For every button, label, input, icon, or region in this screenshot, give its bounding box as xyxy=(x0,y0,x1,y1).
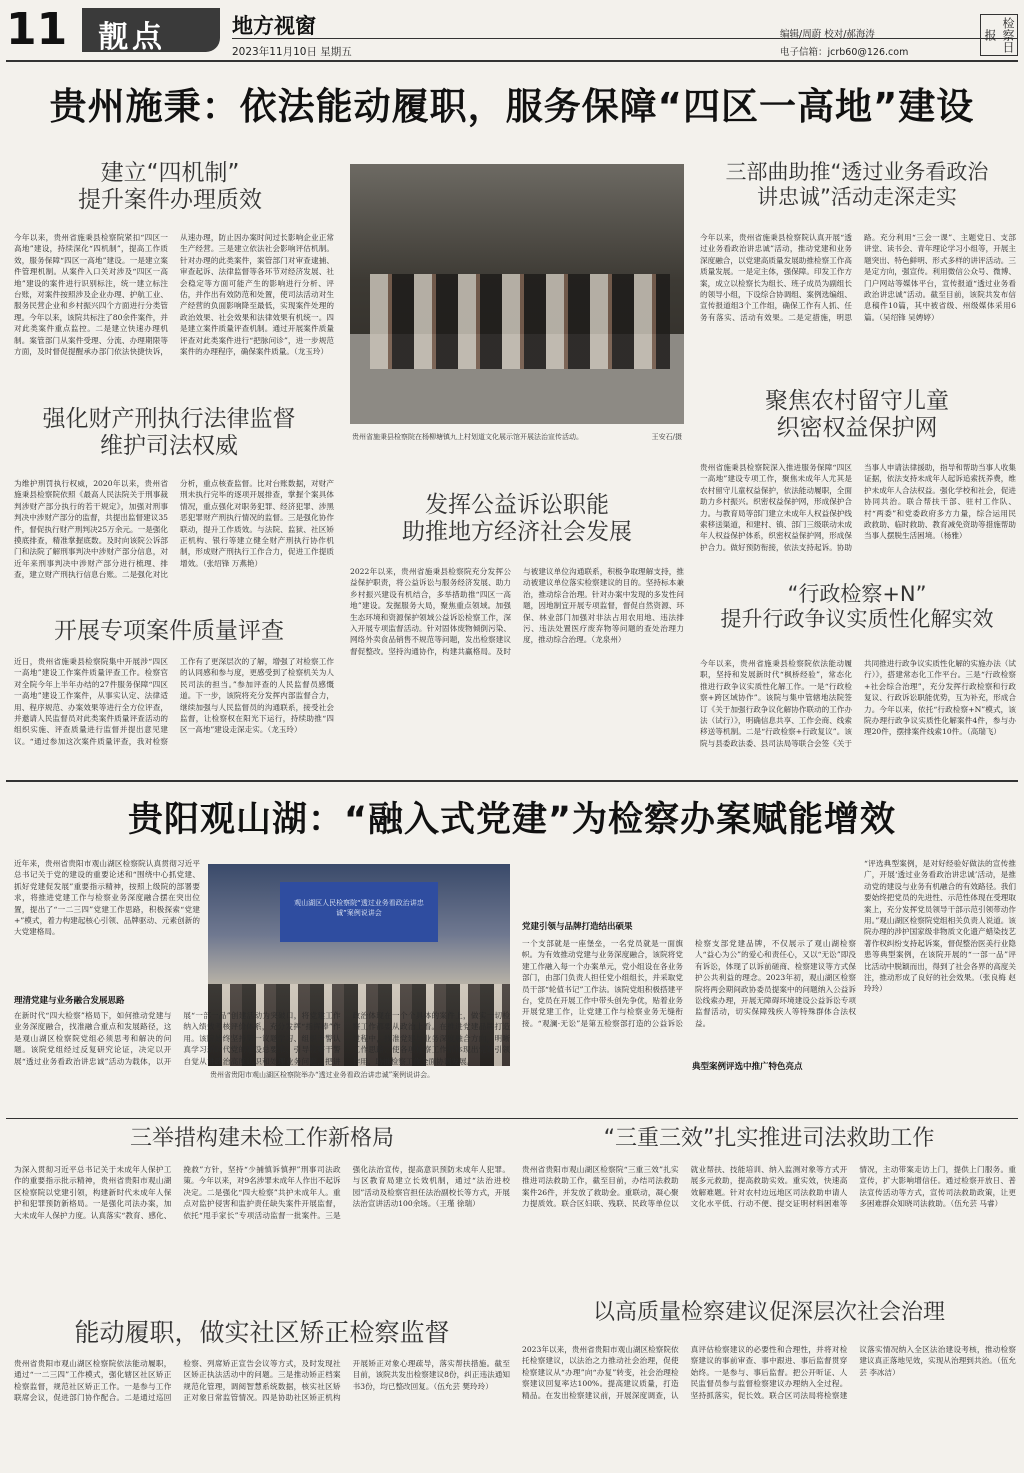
editors-line: 编辑/周蔚 校对/郝海涛 xyxy=(780,29,875,40)
article2-section2-title: 党建引领与品牌打造结出硕果 xyxy=(522,922,633,932)
article2-sub-b: “三重三效”扎实推进司法救助工作 xyxy=(603,1126,935,1151)
article1-photo-caption: 贵州省施秉县检察院在杨柳塘镇九上村划道文化展示馆开展法治宣传活动。 王安石/摄 xyxy=(352,433,682,441)
photo-screen xyxy=(280,882,438,942)
article1-sub4: 发挥公益诉讼职能 助推地方经济社会发展 xyxy=(402,492,632,546)
article2-section3-text: “评选典型案例，是对好经验好做法的宣传推广，开展‘透过业务看政治讲忠诚’活动，是推动党的建设与业务有机融合的有效路径。我们要始终把党员的先进性、示范性体现在受理取案上，充分发挥党员领导干部示范引领带动作用。”观山湖区检察院党组相关负责人说道。该院办理的涉护国家级非物质文化遗产蜡染技艺著作权纠纷支持起诉案，督促整治医美行业隐患等典型案例，在该院开展的“一部一品”评比活动中脱颖而出，得到了社会各界的高度关注，推动形成了良好的社会效果。（张良梅 赵玲玲） xyxy=(864,859,1016,994)
article1-headline: 贵州施秉：依法能动履职，服务保障“四区一高地”建设 xyxy=(49,85,975,128)
article1-sub3: 开展专项案件质量评查 xyxy=(54,618,284,644)
masthead xyxy=(0,0,1024,64)
article1-sub6-text: 贵州省施秉县检察院深入推进服务保障“四区一高地”建设专项工作，聚焦未成年人尤其是农村留守儿童权益保护，依法能动履职，全面助力乡村振兴。织密权益保护网，形成保护合力。与教育局等部门建立未成年人权益保护线索移送渠道，和建村、镇、部门三级联动未成年人权益保护体系，织密权益保护网，形成保护合力。做好预防衔接，依法支持起诉。协助当事人申请法律援助，指导和帮助当事人收集证据，依法支持未成年人起诉追索抚养费，维护未成年人合法权益。强化学校和社会，促进协同共治。联合帮扶干部、驻村工作队、村“两委”和党委政府多方力量，综合运用民政救助、临时救助、教育减免资助等措施帮助当事人摆脱生活困境。（杨雅） xyxy=(700,463,1016,552)
article2-section1-text: 在新时代“四大检察”格局下，如何推动党建与业务深度融合，找准融合重点和发展路径，这是观山湖区检察院党组必须思考和解决的问题。该院党组经过反复研究论证，决定以开展“透过业务看政治讲忠诚”活动为载体，以开展“一部一品”创建活动为突破口，将党建工作纳入绩效考核评价体系，充分发挥“指挥棒”作用。该院始终坚持第一议题学习、组织干警认真学习新时代党的建设总要求，引导检察干警自觉从讲政治高度认识和处理业务问题，把讲政治体现在一个个具体的案件上，做实一切检察工作都要从政治上看。在推进党建品牌打造过程中，找准党建与业务深度融合方向，明晰工作思路，使各项检察工作都体现出党建引领作用，助推检察工作全面协调发展。 xyxy=(14,1011,510,1066)
article1-sub4-text: 2022年以来，贵州省施秉县检察院充分发挥公益保护职责，将公益诉讼与服务经济发展、助力乡村振兴建设有机结合，多举措助推“四区一高地”建设。发掘服务大局，聚焦重点领域。加强生态环境和资源保护领域公益诉讼检察工作，深入开展专项监督活动。针对固体废物倾倒污染、网络外卖食品销售不规范等问题，发出检察建议督促整改。坚持沟通协作，构建共赢格局。及时与被建议单位沟通联系，积极争取理解支持，推动被建议单位落实检察建议的目的。坚持标本兼治，推动综合治理。针对办案中发现的多发性问题，因地制宜开展专项监督，督促自然资源、环保、林业部门加强对非法占用农用地、违法排污、违法处置医疗废弃物等问题的查处治理力度，推动综合治理。（龙泉州） xyxy=(350,567,684,656)
article2-sub-d: 以高质量检察建议促深层次社会治理 xyxy=(592,1300,945,1325)
article1-photo xyxy=(350,164,684,424)
article2-sub-c: 能动履职，做实社区矫正检察监督 xyxy=(74,1318,450,1347)
page-number: 11 xyxy=(6,4,68,55)
article1-sub5: 三部曲助推“透过业务看政治 讲忠诚”活动走深走实 xyxy=(725,160,989,209)
article2-sub-d-text: 2023年以来，贵州省贵阳市观山湖区检察院依托检察建议，以法治之力推动社会治理，促使检察建议从“办理”向“办复”转变，社会治理检察建议回复率达100%。提高建议质量，打造精品。在发出检察建议前，开展深度调查，认真评估检察建议的必要性和合理性，并将对检察建议的事前审查、事中跟进、事后监督贯穿始终。一是参与、事后监督。把公开听证、人民监督员参与监督检察建议办理纳入全过程。坚持抓落实，促长效。联合区司法局将检察建议落实情况纳入全区法治建设考核，推动检察建议真正落地见效，实现从治理到共治。（伍允芸 李冰洁） xyxy=(522,1345,1016,1400)
article2-sub-b-text: 贵州省贵阳市观山湖区检察院“三重三效”扎实推进司法救助工作，截至目前，办结司法救助案件26件，并发放了救助金。重联动，凝心聚力提质效。联合区妇联、残联、民政等单位以就业帮扶、技能培训、纳入监测对象等方式开展多元救助，提高救助实效。重实效，快速高效解难题。针对农村边远地区司法救助申请人文化水平低、行动不便、提交证明材料困难等情况，主动带案走访上门，提供上门服务。重宣传，扩大影响增信任。通过检察开放日、普法宣传活动等方式，宣传司法救助政策，让更多困难群众知晓司法救助。（伍允芸 马睿） xyxy=(522,1165,1016,1209)
article1-sub7-text: 今年以来，贵州省施秉县检察院依法能动履职，坚持和发展新时代“枫桥经验”，常态化推进行政争议实质性化解工作。一是“行政检察+跨区域协作”。该院与集中管辖地法院签订《关于加强行政争议化解协作联动的工作办法（试行）》，明确信息共享、工作会商、线索移送等机制。二是“行政检察+行政复议”。该院与县委政法委、县司法局等联合会签《关于共同推进行政争议实质性化解的实施办法（试行）》，搭建常态化工作平台。三是“行政检察+社会综合治理”，充分发挥行政检察和行政复议、行政诉讼职能优势，互为补充，形成合力。今年以来，依托“行政检察+N”模式，该院办理行政争议实质性化解案件4件，参与办理20件，摆排案件线索10件。（高瑞飞） xyxy=(700,659,1016,748)
article1-sub2-text: 为维护刑罚执行权威，2020年以来，贵州省施秉县检察院依照《最高人民法院关于刑事裁判涉财产部分执行的若干规定》，加强对刑事判决中涉财产部分的监督，共提出监督建议35件，督促执行财产刑判决25万余元。一是强化摸底排查，精准掌握底数。及时向该院公诉部门和法院了解刑事判决中涉财产部分信息，对近年来刑事判决中涉财产部分进行梳理、排查，建立财产刑执行信息台账。二是强化对比分析，重点核查监督。比对台账数据，对财产刑未执行完毕的逐项开展排查，掌握个案具体情况，重点强化对职务犯罪、经济犯罪、涉黑恶犯罪财产刑执行情况的监督。三是强化协作联动，提升工作质效。与法院、监狱、社区矫正机构、银行等建立健全财产刑执行协作机制，形成财产刑执行工作合力，促进工作提质增效。（张绍锋 万燕艳） xyxy=(14,479,334,580)
article2-section3-title: 典型案例评选中推广特色亮点 xyxy=(692,1062,803,1072)
logo-text: 检察日报 xyxy=(983,17,1015,53)
article2-sub-a-text: 为深入贯彻习近平总书记关于未成年人保护工作的重要指示批示精神，贵州省贵阳市观山湖区检察院以党建引领，构建新时代未成年人保护和犯罪预防新格局。一是强化司法办案，加大未成年人保护力度。认真落实“教育、感化、挽救”方针，坚持“少捕慎诉慎押”刑事司法政策。今年以来，对9名涉罪未成年人作出不起诉决定。二是强化“四大检察”共护未成年人。重点对监护侵害和监护责任缺失案件开展监督，依托“甩手家长”专项活动监督一批案件。三是强化法治宣传，提高意识预防未成年人犯罪。与区教育局建立长效机制，通过“法治进校园”活动及检察官担任法治副校长等方式，开展法治宣讲活动100余场。（王瑾 徐瑞） xyxy=(14,1165,510,1220)
article2-section1-title: 理清党建与业务融合发展思路 xyxy=(14,996,125,1006)
article1-sub2: 强化财产刑执行法律监督 维护司法权威 xyxy=(42,406,296,460)
article2-intro: 近年来，贵州省贵阳市观山湖区检察院认真贯彻习近平总书记关于党的建设的重要论述和“围绕中心抓党建、抓好党建促发展”重要指示精神，按照上级院的部署要求，将推进党建工作与检察业务深度融合摆在突出位置，提出了“一二三四”党建工作思路，积极探索“党建+”模式，着力构建起核心引领、品牌驱动、元素创新的大党建格局。 xyxy=(14,859,200,937)
section-label: 靓点 xyxy=(98,20,166,55)
article2-divider xyxy=(6,1118,1018,1119)
article1-sub6: 聚焦农村留守儿童 织密权益保护网 xyxy=(765,388,949,442)
article2-headline: 贵阳观山湖：“融入式党建”为检察办案赋能增效 xyxy=(127,800,896,840)
article2-photo-caption: 贵州省贵阳市观山湖区检察院举办“透过业务看政治讲忠诚”案例说讲会。 xyxy=(210,1071,435,1079)
article1-sub5-text: 今年以来，贵州省施秉县检察院认真开展“透过业务看政治讲忠诚”活动，推动党建和业务深度融合，以党建高质量发展助推检察工作高质量发展。一是定主体，强保障。印发工作方案，成立以检察长为组长、班子成员为副组长的领导小组，下设综合协调组、案例选编组、宣传报道组3个工作组，确保工作有人抓、任务有落实、活动有效果。二是定措施，明思路。充分利用“三会一课”、主题党日、支部讲堂、读书会、青年理论学习小组等，开展主题突出、特色鲜明、形式多样的讲评活动。三是定方向，强宣传。利用微信公众号、微博、门户网站等媒体平台，宣传报道“透过业务看政治讲忠诚”活动。截至目前，该院共发布信息稿件10篇，其中被省级、州级媒体采用6篇。（吴绍锋 吴娉婷） xyxy=(700,233,1016,322)
top-rule xyxy=(6,60,1018,62)
article1-sub7: “行政检察+N” 提升行政争议实质性化解实效 xyxy=(720,582,994,631)
article1-sub1-text: 今年以来，贵州省施秉县检察院紧扣“四区一高地”建设，持续深化“四机制”，提高工作质效，服务保障“四区一高地”建设。一是建立案件管理机制。从案件入口关对涉及“四区一高地”建设的案件进行识别标注，统一建立标注台账，对案件按照涉及企业办理、护航工业、服务民营企业和乡村振兴四个方面进行分类管理。今年以来，该院共标注了80余件案件，并对此类案件重点监控。二是建立快速办理机制。案管部门从案件受理、分流、办理期限等方面，及时督促提醒承办部门依法快捷快诉，从速办理，防止因办案时间过长影响企业正常生产经营。三是建立依法社会影响评估机制。针对办理的此类案件，案管部门对审查逮捕、审查起诉、法律监督等各环节对经济发展、社会稳定等方面可能产生的影响进行分析、评估，并作出有效防范和处置，使司法活动对生产经营的负面影响降至最低，实现案件处理的政治效果、社会效果和法律效果有机统一。四是建立案件质量评查机制。通过开展案件质量评查对此类案件进行“把脉问诊”，进一步规范案件的办理程序，确保案件质量。（龙玉玲） xyxy=(14,233,334,357)
article2-section2-text: 一个支部就是一座堡垒，一名党员就是一面旗帜。为有效推动党建与业务深度融合，该院将党建工作融入每一个办案单元，党小组设在各业务部门，由部门负责人担任党小组组长，并采取党员干部“轮值书记”工作法。该院党组积极搭建平台，党员在开展工作中带头创先争优，贴着业务开展党建工作，让党建工作与检察业务无缝衔接。“观澜·无讼”是第五检察部打造的公益诉讼检察支部党建品牌，不仅展示了观山湖检察人“益心为公”的爱心和责任心，又以“无讼”即没有诉讼，体现了以诉前磋商、检察建议等方式保护公共利益的理念。2023年初，观山湖区检察院将两会期间政协委员提案中的问题纳入公益诉讼线索办理，开展无障碍环境建设公益诉讼专项监督活动，切实保障残疾人等特殊群体合法权益。 xyxy=(522,939,856,1028)
article2-sub-c-text: 贵州省贵阳市观山湖区检察院依法能动履职，通过“一二三四”工作模式，强化辖区社区矫正检察监督，规范社区矫正工作。一是参与工作联席会议，促进部门协作配合。二是通过巡回检察、列席矫正宣告会议等方式，及时发现社区矫正执法活动中的问题。三是推动矫正档案规范化管理，调阅智慧系统数据，核实社区矫正对象日常监管情况。四是协助社区矫正机构开展矫正对象心理疏导，落实帮扶措施。截至目前，该院共发出检察建议8份，纠正违法通知书3份，均已整改回复。（伍允芸 樊玲玲） xyxy=(14,1359,510,1403)
article-divider xyxy=(6,780,1018,782)
article2-sub-a: 三举措构建未检工作新格局 xyxy=(129,1126,394,1151)
issue-date: 2023年11月10日 星期五 xyxy=(232,46,352,58)
photo-screen-text: 观山湖区人民检察院“透过业务看政治讲忠诚”案例说讲会 xyxy=(294,899,424,917)
section-label-box xyxy=(82,8,220,55)
email-line: 电子信箱：jcrb60@126.com xyxy=(780,47,909,58)
article1-sub3-text: 近日，贵州省施秉县检察院集中开展涉“四区一高地”建设工作案件质量评查工作。检察官对全院今年上半年办结的27件服务保障“四区一高地”建设工作案件，从事实认定、法律适用、程序规范、办案效果等进行全方位评查，并邀请人民监督员对此类案件质量评查活动的组织实施、评查质量进行监督并提出意见建议。“通过参加这次案件质量评查，我对检察工作有了更深层次的了解，增强了对检察工作的认同感和参与度，更感受到了检察机关为人民司法的担当。”参加评查的人民监督员感慨道。下一步，该院将充分发挥内部监督合力，继续加强与人民监督员的沟通联系，接受社会监督，让检察权在阳光下运行，持续助推“四区一高地”建设走深走实。（龙玉玲） xyxy=(14,657,334,746)
masthead-divider xyxy=(232,38,1018,39)
newspaper-logo xyxy=(980,14,1018,56)
photo-figures xyxy=(370,274,670,369)
article1-sub1: 建立“四机制” 提升案件办理质效 xyxy=(78,160,262,214)
column-name: 地方视窗 xyxy=(232,14,316,38)
